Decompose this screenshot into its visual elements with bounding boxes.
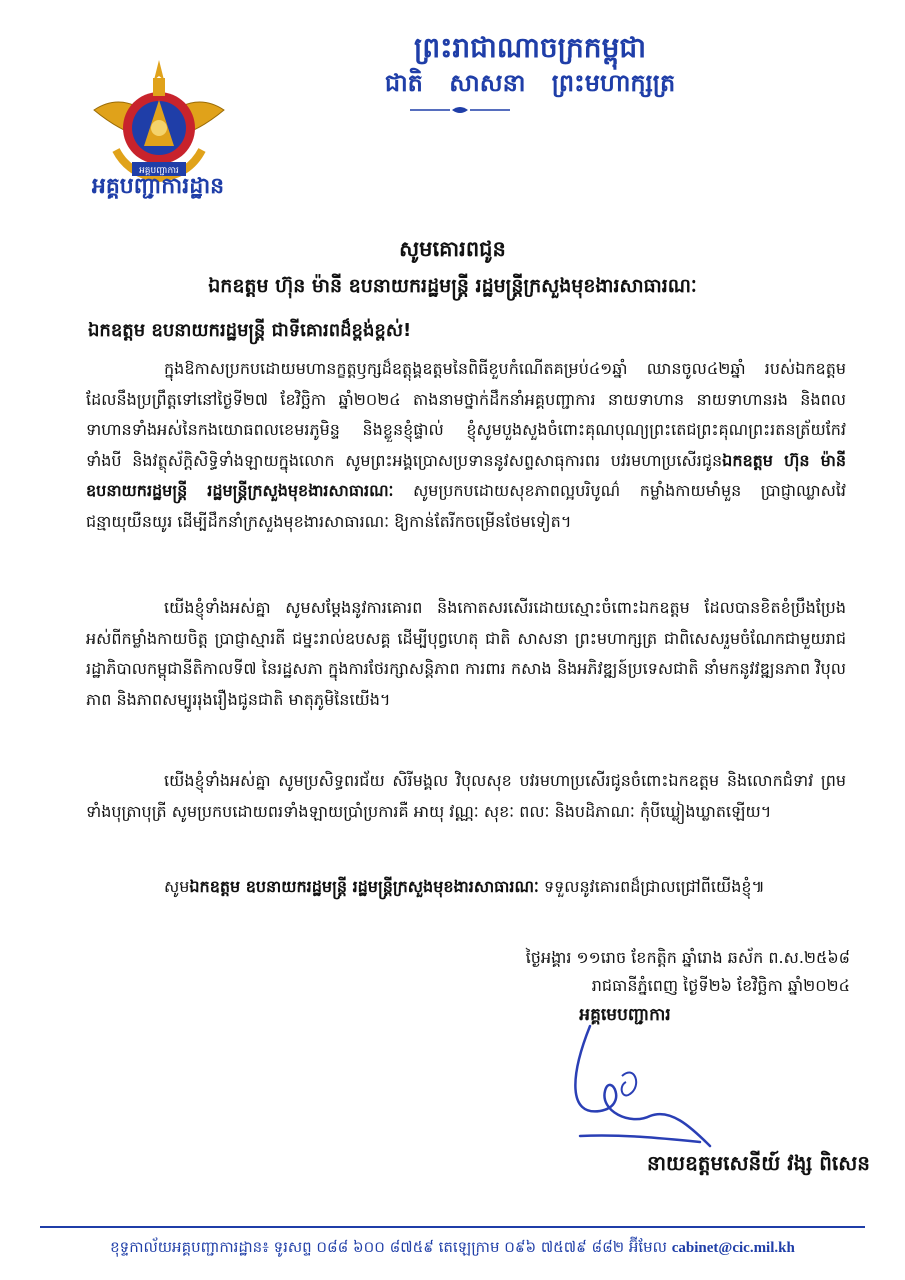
p4-text-a: សូម <box>164 877 190 896</box>
body-paragraph-2: យើងខ្ញុំទាំងអស់គ្នា សូមសម្តែងនូវការគោរព និងកោតសរសើរដោយស្មោះចំពោះឯកឧត្តម ដែលបានខិតខំប្រឹងប្រែងអស់ពីកម្លាំងកាយចិត្ត ប្រាជ្ញាស្មារតី ជម្នះរាល់ឧបសគ្គ ដើម្បីបុព្វហេតុ ជាតិ សាសនា ព្រះមហាក្សត្រ ជាពិសេសរួមចំណែកជាមួយរាជរដ្ឋាភិបាលកម្ពុជានីតិកាលទី៧ នៃរដ្ឋសភា ក្នុងការថែរក្សាសន្តិភាព ការពារ កសាង និងអភិវឌ្ឍន៍ប្រទេសជាតិ នាំមកនូវវឌ្ឍនភាព វិបុលភាព និងភាពសម្បូររុងរឿងជូនជាតិ មាតុភូមិនៃយើង។ <box>86 598 846 709</box>
body-paragraph-3: យើងខ្ញុំទាំងអស់គ្នា សូមប្រសិទ្ធពរជ័យ សិរីមង្គល វិបុលសុខ បវរមហាប្រសើរជូនចំពោះឯកឧត្តម និងលោកជំទាវ ព្រមទាំងបុត្រាបុត្រី សូមប្រកបដោយពរទាំងឡាយប្រាំប្រការគឺ អាយុ វណ្ណៈ សុខៈ ពលៈ និងបដិភាណៈ កុំបីឃ្លៀងឃ្លាតឡើយ។ <box>86 771 846 821</box>
recipient-name: ឯកឧត្តម ហ៊ុន ម៉ានី ឧបនាយករដ្ឋមន្ត្រី រដ្ឋមន្ត្រីក្រសួងមុខងារសាធារណៈ <box>208 275 697 297</box>
solar-date: រាជធានីភ្នំពេញ ថ្ងៃទី២៦ ខែវិច្ឆិកា ឆ្នាំ២០២៤ <box>591 976 850 995</box>
footer-divider <box>40 1226 865 1228</box>
footer-contact <box>40 1238 865 1260</box>
salutation: ឯកឧត្តម ឧបនាយករដ្ឋមន្ត្រី ជាទីគោរពដ៏ខ្ពង់ខ្ពស់! <box>88 320 412 341</box>
p1-text-a: ក្នុងឱកាសប្រកបដោយមហានក្ខត្តឫក្សដ៏ឧត្តុង្គឧត្តមនៃពិធីខួបកំណើតគម្រប់៤១ឆ្នាំ ឈានចូល៤២ឆ្នាំ របស់ឯកឧត្តម ដែលនឹងប្រព្រឹត្តទៅនៅថ្ងៃទី២៧ ខែវិច្ឆិកា ឆ្នាំ២០២៤ តាងនាមថ្នាក់ដឹកនាំអគ្គបញ្ជាការ នាយទាហាន នាយទាហានរង និងពលទាហានទាំងអស់នៃកងយោធពលខេមរភូមិន្ទ និងខ្លួនខ្ញុំផ្ទាល់ ខ្ញុំសូមបួងសួងចំពោះគុណបុណ្យព្រះតេជព្រះគុណព្រះរតនត្រ័យកែវទាំងបី និងវត្ថុស័ក្តិសិទ្ធិទាំងឡាយក្នុងលោក សូមព្រះអង្គប្រោសប្រទាននូវសព្ទសាធុការពរ បវរមហាប្រសើរជូន <box>86 359 846 470</box>
p1-text-b: សូមប្រកបដោយសុខភាពល្អបរិបូណ៌ កម្លាំងកាយមាំមួន ប្រាជ្ញាឈ្លាសវៃ ជន្មាយុយឺនយូរ ដើម្បីដឹកនាំក្រសួងមុខងារសាធារណៈ ឱ្យកាន់តែរីកចម្រើនថែមទៀត។ <box>86 481 846 531</box>
body-paragraph-4 <box>86 872 846 903</box>
recipient-greeting: សូមគោរពជូន <box>399 237 506 261</box>
handwritten-signature <box>560 1016 720 1156</box>
p1-bold-name: ឯកឧត្តម ហ៊ុន ម៉ានី ឧបនាយករដ្ឋមន្ត្រី រដ្ឋមន្ត្រីក្រសួងមុខងារសាធារណៈ <box>86 450 846 500</box>
body-paragraph-1 <box>86 354 846 537</box>
logo-ribbon-text: អគ្គបញ្ជាការ <box>139 166 179 176</box>
lunar-date: ថ្ងៃអង្គារ ១១រោច ខែកត្តិក ឆ្នាំរោង ឆស័ក ព.ស.២៥៦៨ <box>525 948 850 967</box>
signer-name: នាយឧត្តមសេនីយ៍ វង្ស ពិសេន <box>646 1151 870 1175</box>
national-motto: ជាតិ សាសនា ព្រះមហាក្សត្រ <box>384 69 676 97</box>
divider-ornament <box>410 104 510 116</box>
footer-email: cabinet@cic.mil.kh <box>671 1240 795 1256</box>
footer-contact-text: ខុទ្ទកាល័យអគ្គបញ្ជាការដ្ឋាន៖ ទូរសព្ទ ០៨៨ ៦០០ ៨៧៥៩ តេឡេក្រាម ០៩៦ ៧៥៧៩ ៨៨២ អ៊ីមែល <box>110 1238 667 1256</box>
p4-text-b: ទទួលនូវគោរពដ៏ជ្រាលជ្រៅពីយើងខ្ញុំ៕ <box>538 877 765 896</box>
kingdom-title: ព្រះរាជាណាចក្រកម្ពុជា <box>413 31 646 64</box>
p4-bold-name: ឯកឧត្តម ឧបនាយករដ្ឋមន្ត្រី រដ្ឋមន្ត្រីក្រសួងមុខងារសាធារណៈ <box>189 877 539 896</box>
department-name: អគ្គបញ្ជាការដ្ឋាន <box>91 174 225 199</box>
signatory-title: អគ្គមេបញ្ជាការ <box>579 1005 671 1025</box>
date-block <box>430 944 850 1000</box>
